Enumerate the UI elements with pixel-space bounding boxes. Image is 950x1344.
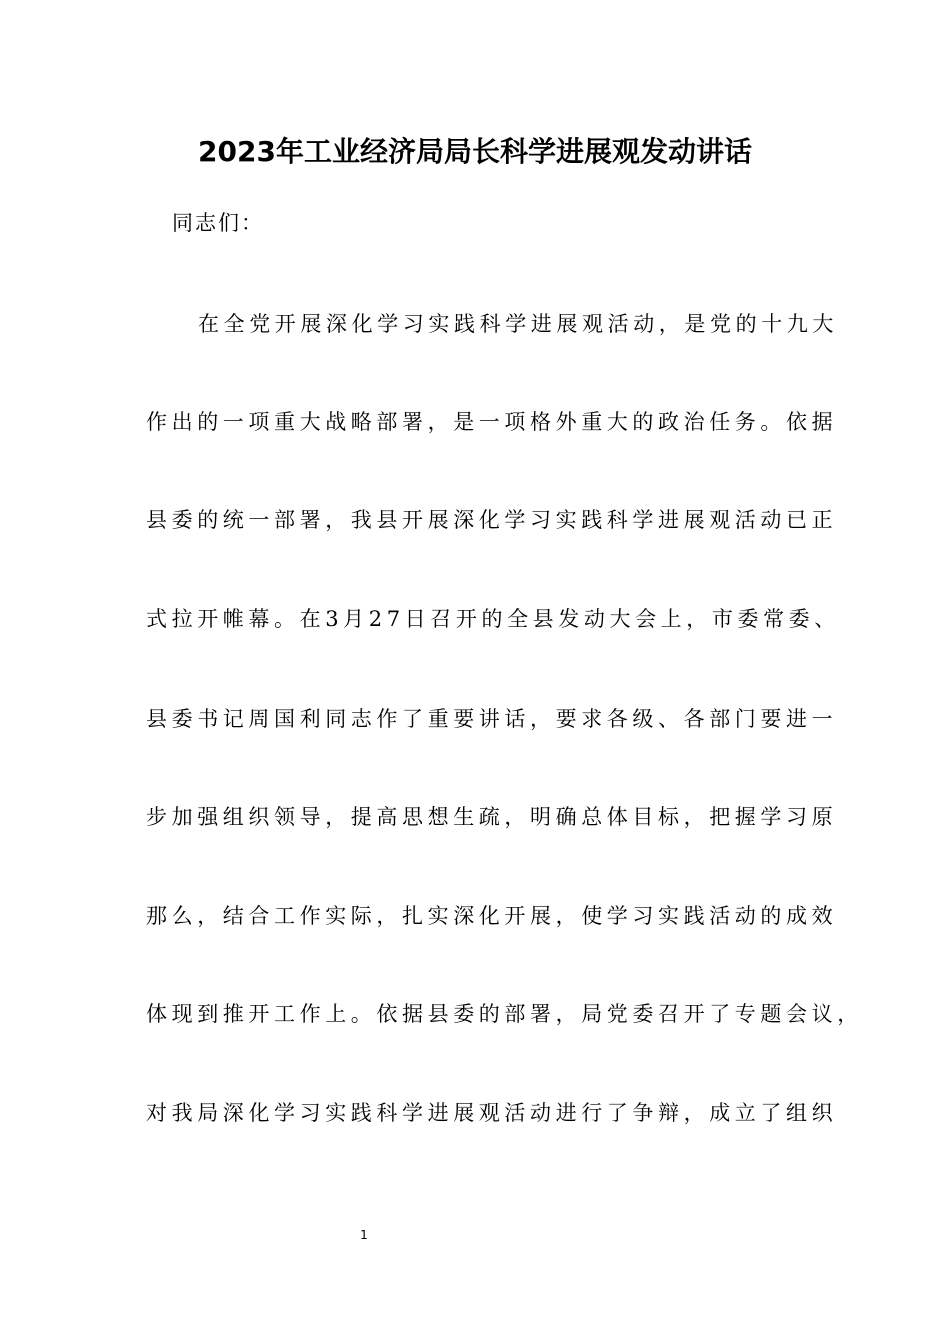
salutation: 同志们：	[172, 211, 264, 235]
page-number: 1	[360, 1228, 368, 1242]
paragraph-line: 作出的一项重大战略部署，是一项格外重大的政治任务。依据	[146, 410, 838, 434]
document-title: 2023年工业经济局局长科学进展观发动讲话	[198, 135, 752, 168]
paragraph-line: 对我局深化学习实践科学进展观活动进行了争辩，成立了组织	[146, 1101, 838, 1125]
paragraph-line: 在全党开展深化学习实践科学进展观活动，是党的十九大	[198, 312, 838, 336]
paragraph-line: 那么，结合工作实际，扎实深化开展，使学习实践活动的成效	[146, 904, 838, 928]
paragraph-line: 式拉开帷幕。在3月27日召开的全县发动大会上，市委常委、	[146, 607, 840, 631]
paragraph-line: 县委的统一部署，我县开展深化学习实践科学进展观活动已正	[146, 508, 838, 532]
paragraph-line: 县委书记周国利同志作了重要讲话，要求各级、各部门要进一	[146, 707, 838, 731]
paragraph-line: 体现到推开工作上。依据县委的部署，局党委召开了专题会议，	[146, 1002, 863, 1026]
paragraph-line: 步加强组织领导，提高思想生疏，明确总体目标，把握学习原	[146, 805, 838, 829]
